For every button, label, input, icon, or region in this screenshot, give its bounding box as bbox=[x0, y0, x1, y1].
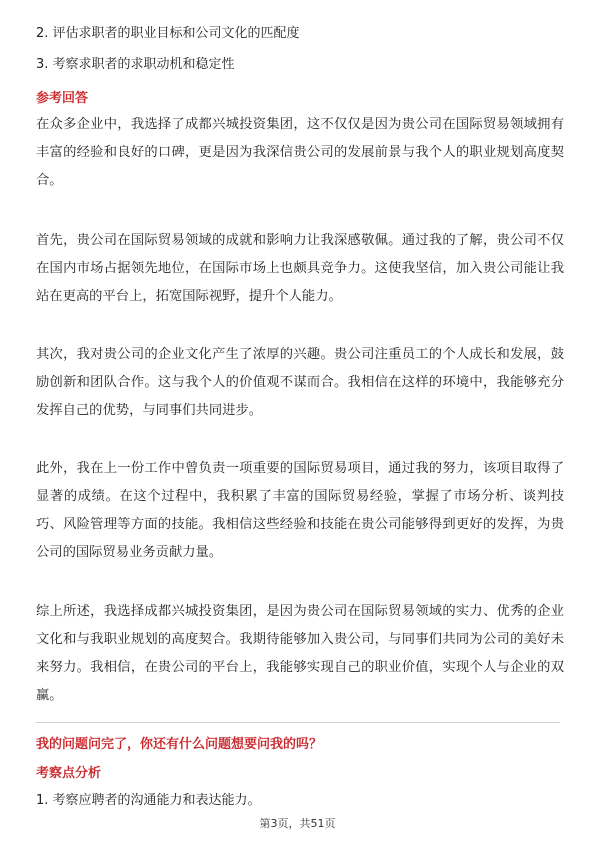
list-item: 1. 考察应聘者的沟通能力和表达能力。 bbox=[36, 793, 261, 808]
list-item: 3. 考察求职者的求职动机和稳定性 bbox=[36, 57, 235, 72]
answer-paragraph: 首先，贵公司在国际贸易领域的成就和影响力让我深感敬佩。通过我的了解，贵公司不仅在国内市场占据领先地位，在国际市场上也颇具竞争力。这使我坚信，加入贵公司能让我站在更高的平台上，拓宽国际视野，提升个人能力。 bbox=[36, 233, 564, 304]
section-divider bbox=[36, 722, 560, 723]
answer-paragraph: 在众多企业中，我选择了成都兴城投资集团，这不仅仅是因为贵公司在国际贸易领域拥有丰富的经验和良好的口碑，更是因为我深信贵公司的发展前景与我个人的职业规划高度契合。 bbox=[36, 117, 564, 188]
answer-paragraph: 此外，我在上一份工作中曾负责一项重要的国际贸易项目，通过我的努力，该项目取得了显著的成绩。在这个过程中，我积累了丰富的国际贸易经验，掌握了市场分析、谈判技巧、风险管理等方面的技能。我相信这些经验和技能在贵公司能够得到更好的发挥，为贵公司的国际贸易业务贡献力量。 bbox=[36, 461, 564, 560]
answer-paragraph: 其次，我对贵公司的企业文化产生了浓厚的兴趣。贵公司注重员工的个人成长和发展，鼓励创新和团队合作。这与我个人的价值观不谋而合。我相信在这样的环境中，我能够充分发挥自己的优势，与同事们共同进步。 bbox=[36, 347, 564, 418]
list-item: 2. 评估求职者的职业目标和公司文化的匹配度 bbox=[36, 26, 300, 41]
answer-paragraph: 综上所述，我选择成都兴城投资集团，是因为贵公司在国际贸易领域的实力、优秀的企业文化和与我职业规划的高度契合。我期待能够加入贵公司，与同事们共同为公司的美好未来努力。我相信，在贵公司的平台上，我能够实现自己的职业价值，实现个人与企业的双赢。 bbox=[36, 604, 564, 703]
answer-heading: 参考回答 bbox=[36, 91, 89, 106]
page-footer: 第3页，共51页 bbox=[259, 817, 336, 830]
question-heading: 我的问题问完了，你还有什么问题想要问我的吗？ bbox=[36, 737, 323, 752]
analysis-heading: 考察点分析 bbox=[36, 766, 102, 781]
